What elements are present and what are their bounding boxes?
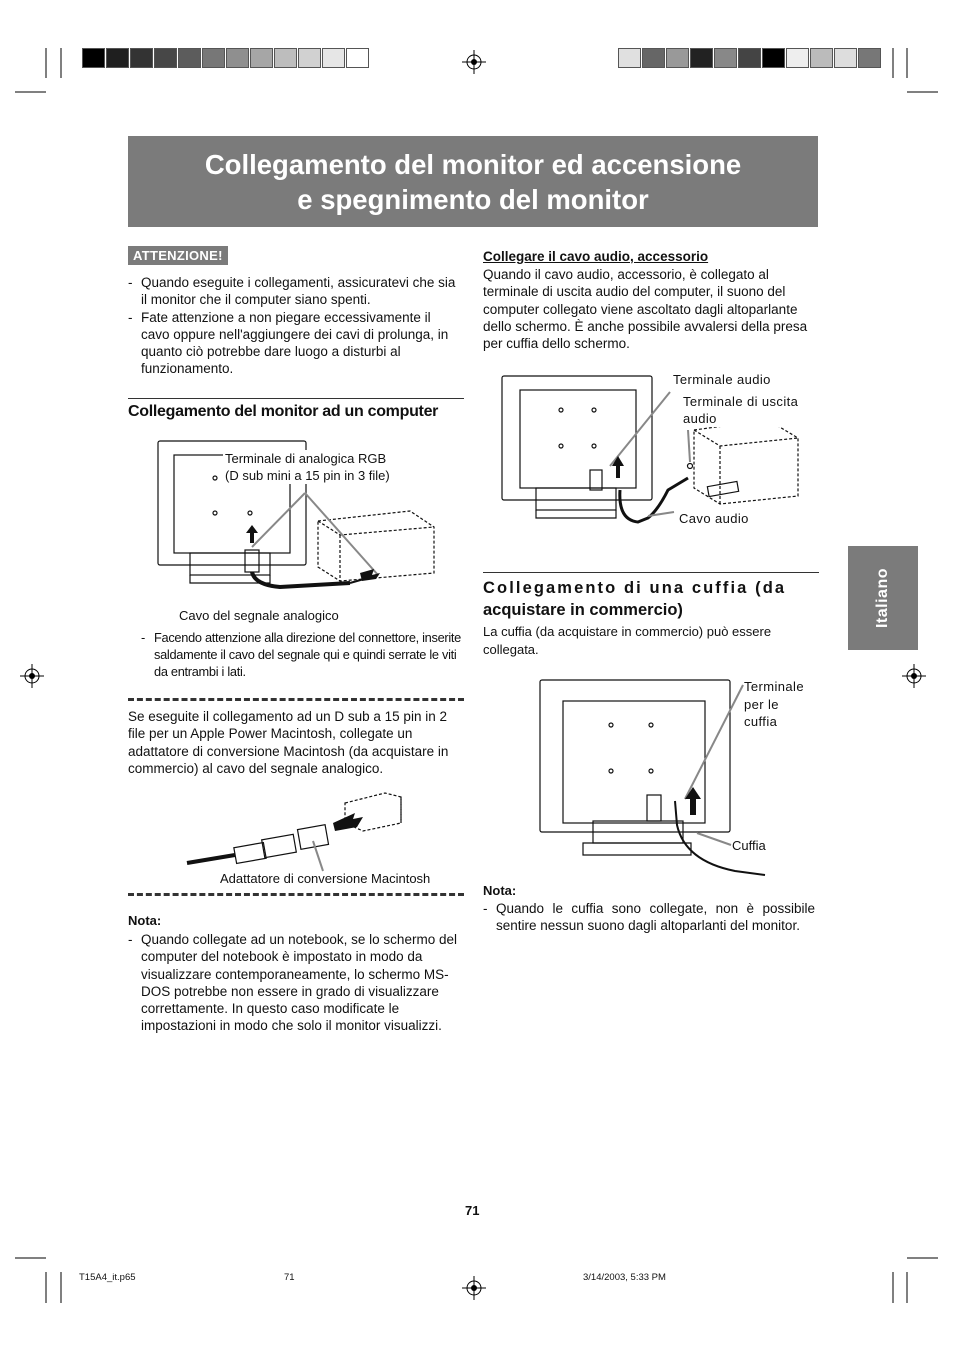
page-title bbox=[128, 136, 818, 227]
warning-item: - Fate attenzione a non piegare eccessivamente il cavo oppure nell'aggiungere dei cavi di prolunga, in quanto ciò potrebbe dare luogo a disturbi al funzionamento. bbox=[128, 309, 458, 378]
note-item-right: - Quando le cuffia sono collegate, non è possibile sentire nessun suono dagli altoparlanti del monitor. bbox=[483, 900, 815, 935]
label-headphone-terminal bbox=[744, 678, 804, 731]
warning-list bbox=[128, 274, 458, 378]
footer-date: 3/14/2003, 5:33 PM bbox=[583, 1272, 666, 1283]
label-analog-cable: Cavo del segnale analogico bbox=[179, 608, 339, 623]
page-number: 71 bbox=[465, 1203, 480, 1218]
label-audio-output bbox=[681, 393, 800, 427]
label-rgb-terminal-line1: Terminale di analogica RGB bbox=[225, 451, 387, 466]
label-mac-adapter: Adattatore di conversione Macintosh bbox=[220, 871, 431, 886]
section-heading-headphone-line1: Collegamento di una cuffia (da bbox=[483, 579, 787, 597]
label-rgb-terminal-line2: (D sub mini a 15 pin in 3 file) bbox=[225, 468, 390, 483]
language-tab bbox=[848, 546, 918, 650]
label-headphone-terminal-line3: cuffia bbox=[744, 714, 778, 729]
label-headphone-terminal-line1: Terminale bbox=[744, 679, 804, 694]
label-audio-cable: Cavo audio bbox=[679, 511, 749, 526]
divider bbox=[128, 398, 464, 399]
connector-note bbox=[141, 629, 463, 681]
note-label-left: Nota: bbox=[128, 913, 162, 928]
language-tab-label: Italiano bbox=[873, 567, 891, 629]
grayscale-bar-right bbox=[618, 48, 882, 68]
mac-adapter-diagram bbox=[185, 783, 425, 873]
connector-note-item: - Facendo attenzione alla direzione del connettore, inserite saldamente il cavo del segnale qui e quindi serrate le viti da entrambi i lati. bbox=[141, 629, 463, 681]
section-heading-computer: Collegamento del monitor ad un computer bbox=[128, 403, 439, 420]
audio-paragraph: Quando il cavo audio, accessorio, è collegato al terminale di uscita audio del computer, il suono del computer collegato viene ascoltato dagli altoparlante dello schermo. È anche possibile avvalersi della presa per cuffia dello schermo. bbox=[483, 267, 808, 352]
footer-page: 71 bbox=[284, 1272, 295, 1283]
label-rgb-terminal bbox=[223, 450, 392, 484]
page-title-line2: e spegnimento del monitor bbox=[297, 183, 649, 215]
label-audio-output-line2: audio bbox=[683, 411, 717, 426]
section-heading-headphone bbox=[483, 577, 819, 621]
mac-paragraph: Se eseguite il collegamento ad un D sub a 15 pin in 2 file per un Apple Power Macintosh, collegate un adattatore di conversione Macintosh (da acquistare in commercio) al cavo del segnale analogico. bbox=[128, 709, 449, 776]
warning-label: ATTENZIONE! bbox=[128, 246, 228, 265]
section-heading-headphone-line2: acquistare in commercio) bbox=[483, 601, 683, 619]
footer-file: T15A4_it.p65 bbox=[79, 1272, 136, 1283]
section-heading-audio: Collegare il cavo audio, accessorio bbox=[483, 249, 709, 264]
headphone-paragraph: La cuffia (da acquistare in commercio) può essere collegata. bbox=[483, 624, 772, 657]
label-audio-output-line1: Terminale di uscita bbox=[683, 394, 799, 409]
warning-item: - Quando eseguite i collegamenti, assicuratevi che sia il monitor che il computer siano spenti. bbox=[128, 274, 458, 309]
label-headphone-terminal-line2: per le bbox=[744, 696, 779, 712]
note-item-left: - Quando collegate ad un notebook, se lo schermo del computer del notebook è impostato in modo da visualizzare contemporaneamente, lo schermo MS-DOS potrebbe non essere in grado di visualizzare correttamente. In questo caso modificate le impostazioni in modo che solo il monitor visualizzi. bbox=[128, 931, 462, 1035]
label-cuffia: Cuffia bbox=[732, 838, 766, 853]
label-audio-terminal: Terminale audio bbox=[673, 372, 771, 387]
note-label-right: Nota: bbox=[483, 883, 517, 898]
page-title-line1: Collegamento del monitor ed accensione bbox=[204, 148, 742, 180]
note-list-left bbox=[128, 931, 462, 1035]
dashed-divider-bottom bbox=[128, 893, 464, 896]
dashed-divider-top bbox=[128, 698, 464, 701]
divider-right bbox=[483, 572, 819, 573]
grayscale-bar-left bbox=[82, 48, 370, 68]
note-list-right bbox=[483, 900, 815, 935]
